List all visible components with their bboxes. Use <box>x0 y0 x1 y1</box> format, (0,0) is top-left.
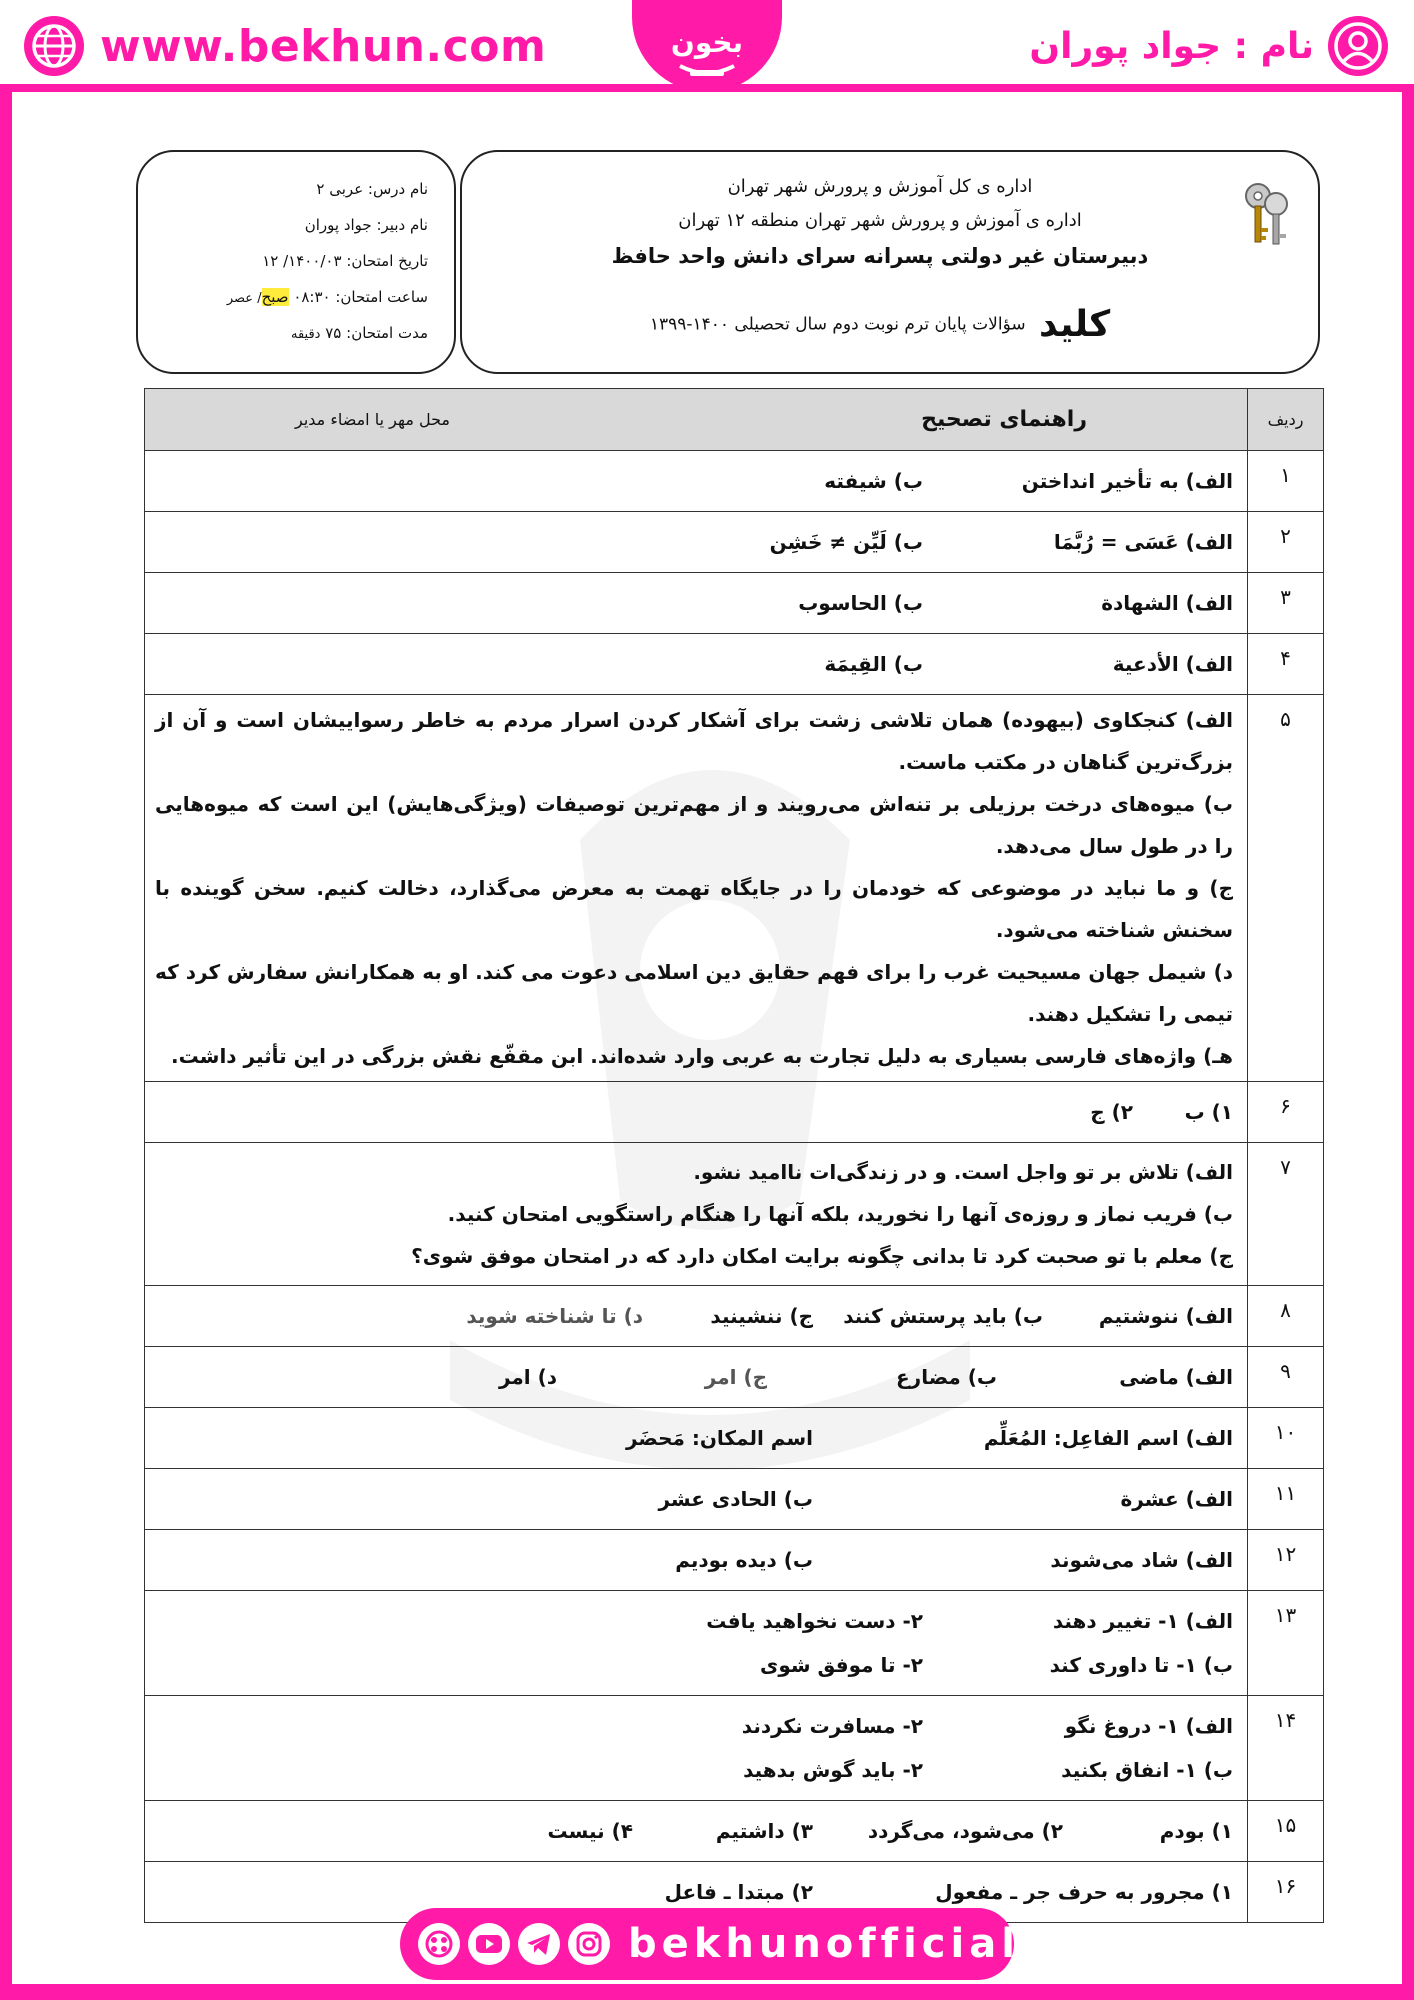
answer-a: الف) به تأخیر انداختن <box>1021 469 1233 493</box>
answer-b: ب) باید پرستش کنند <box>843 1304 1043 1328</box>
row-number: ۱۰ <box>1248 1408 1324 1469</box>
col-row-header: ردیف <box>1248 389 1324 451</box>
answer-b: ب) مضارع <box>896 1365 997 1389</box>
col-guide-header <box>145 389 1248 451</box>
table-row <box>145 1286 1324 1347</box>
answer-d: ۴) نیست <box>547 1819 633 1843</box>
answer-b: ب) دیده بودیم <box>675 1548 813 1572</box>
student-name-box <box>1029 14 1388 78</box>
answer-cell <box>145 695 1248 1082</box>
answer-a: الف) عَسَی = رُبَّمَا <box>1053 530 1233 554</box>
keys-icon <box>1238 178 1294 248</box>
answer-a: الف) ماضی <box>1119 1365 1233 1389</box>
answer-b2: ۲- باید گوش بدهید <box>743 1758 923 1782</box>
table-row <box>145 695 1324 1082</box>
social-handle[interactable]: bekhunofficial <box>628 1921 1020 1967</box>
table-header-row <box>145 389 1324 451</box>
student-name: نام : جواد پوران <box>1029 25 1314 67</box>
answer-b: ب) میوه‌های درخت برزیلی بر تنه‌اش می‌رویند و از مهم‌ترین توصیفات (ویژگی‌هایش) این است که میوه‌هایی را در طول سال می‌دهد. <box>155 792 1233 858</box>
website-url[interactable]: www.bekhun.com <box>100 20 547 72</box>
answer-cell <box>145 1347 1248 1408</box>
teacher-name: نام دبیر: جواد پوران <box>304 216 428 234</box>
exam-time-label: ساعت امتحان: ۰۸:۳۰ <box>293 288 428 306</box>
answer-a: الف) شاد می‌شوند <box>1050 1548 1233 1572</box>
table-row <box>145 573 1324 634</box>
row-number: ۱۳ <box>1248 1591 1324 1696</box>
exam-title: سؤالات پایان ترم نوبت دوم سال تحصیلی ۱۴۰۰-۱۳۹۹ <box>649 314 1026 335</box>
row-number: ۳ <box>1248 573 1324 634</box>
answer-a: ۱) مجرور به حرف جر ـ مفعول <box>935 1880 1233 1904</box>
answer-a2: ۲- مسافرت نکردند <box>741 1714 923 1738</box>
table-row <box>145 1469 1324 1530</box>
key-label: کلید <box>1039 304 1111 345</box>
answer-b1: ب) ۱- تا داوری کند <box>1049 1653 1233 1677</box>
answer-b: ب) الحادی عشر <box>658 1487 813 1511</box>
table-row <box>145 1082 1324 1143</box>
answer-b: ۲) مبتدا ـ فاعل <box>664 1880 813 1904</box>
row-number: ۱۵ <box>1248 1801 1324 1862</box>
answer-c: ج) معلم با تو صحبت کرد تا بدانی چگونه برایت امکان دارد که در امتحان موفق شوی؟ <box>411 1244 1233 1268</box>
answer-cell <box>145 634 1248 695</box>
answer-b: ب) القِیمَة <box>824 652 923 676</box>
answer-a: ۱) بودم <box>1159 1819 1233 1843</box>
table-row <box>145 1143 1324 1286</box>
exam-time <box>227 288 428 306</box>
time-morning: صبح <box>261 288 289 306</box>
row-number: ۱۶ <box>1248 1862 1324 1923</box>
answer-a: الف) اسم الفاعِل: المُعَلِّم <box>983 1426 1233 1450</box>
social-bar[interactable] <box>400 1908 1020 1980</box>
exam-date: تاریخ امتحان: ۱۴۰۰/۰۳/ ۱۲ <box>262 252 428 270</box>
table-row <box>145 1801 1324 1862</box>
answer-cell <box>145 512 1248 573</box>
answer-cell <box>145 451 1248 512</box>
globe-icon <box>24 16 84 76</box>
answer-cell <box>145 1143 1248 1286</box>
table-row <box>145 1347 1324 1408</box>
answer-cell <box>145 1082 1248 1143</box>
aparat-icon[interactable] <box>418 1923 460 1965</box>
website-link[interactable] <box>24 14 546 78</box>
answer-c: ج) و ما نباید در موضوعی که خودمان را در جایگاه تهمت به معرض می‌گذارد، دخالت کنیم. سخن گوینده با سخنش شناخته می‌شود. <box>155 876 1233 942</box>
answer-a: الف) الشهادة <box>1101 591 1233 615</box>
row-number: ۸ <box>1248 1286 1324 1347</box>
answer-cell <box>145 1801 1248 1862</box>
brand-logo <box>632 0 782 92</box>
duration-label: مدت امتحان: <box>346 324 428 342</box>
answer-c: ج) ننشینید <box>710 1304 813 1328</box>
answer-key-table <box>144 388 1324 1923</box>
row-number: ۱۲ <box>1248 1530 1324 1591</box>
duration-unit: دقیقه <box>290 327 321 342</box>
org-line-2: اداره ی آموزش و پرورش شهر تهران منطقه ۱۲ تهران <box>678 210 1082 231</box>
user-icon <box>1328 16 1388 76</box>
answer-a2: ۲- دست نخواهید یافت <box>706 1609 923 1633</box>
col-guide-label: راهنمای تصحیح <box>921 407 1087 432</box>
exam-title-line <box>582 304 1178 345</box>
youtube-icon[interactable] <box>468 1923 510 1965</box>
answer-b: ب) لَیِّن ≠ خَشِن <box>769 530 923 554</box>
answer-b: ۲) ج <box>1090 1100 1133 1124</box>
row-number: ۱ <box>1248 451 1324 512</box>
answer-a: الف) عشرة <box>1120 1487 1233 1511</box>
row-number: ۴ <box>1248 634 1324 695</box>
subject-name: نام درس: عربی ۲ <box>316 180 428 198</box>
row-number: ۲ <box>1248 512 1324 573</box>
school-name: دبیرستان غیر دولتی پسرانه سرای دانش واحد حافظ <box>611 244 1149 268</box>
table-row <box>145 634 1324 695</box>
row-number: ۹ <box>1248 1347 1324 1408</box>
table-row <box>145 1408 1324 1469</box>
answer-b: ب) الحاسوب <box>798 591 923 615</box>
answer-cell <box>145 1469 1248 1530</box>
answer-cell <box>145 1408 1248 1469</box>
answer-cell <box>145 573 1248 634</box>
table-row <box>145 512 1324 573</box>
table-row <box>145 451 1324 512</box>
answer-a: الف) کنجکاوی (بیهوده) همان تلاشی زشت برای آشکار کردن اسرار مردم به خاطر رسواییشان است و آن از بزرگ‌ترین گناهان در مکتب ماست. <box>155 708 1233 774</box>
answer-a1: الف) ۱- دروغ نگو <box>1064 1714 1233 1738</box>
answer-d: د) امر <box>498 1365 557 1389</box>
bottom-border <box>0 1984 1414 2000</box>
answer-e: هـ) واژه‌های فارسی بسیاری به دلیل تجارت به عربی وارد شده‌اند. ابن مقفّع نقش بزرگی در این تأثیر داشت. <box>171 1044 1233 1068</box>
table-row <box>145 1591 1324 1696</box>
answer-c: ج) امر <box>704 1365 767 1389</box>
answer-a: الف) الأدعیة <box>1112 652 1233 676</box>
telegram-icon[interactable] <box>518 1923 560 1965</box>
answer-b: ب) فریب نماز و روزه‌ی آنها را نخورید، بلکه آنها را هنگام راستگویی امتحان کنید. <box>447 1202 1233 1226</box>
answer-d: د) شیمل جهان مسیحیت غرب را برای فهم حقایق دین اسلامی دعوت می کند. او به همکارانش سفارش کرد که تیمی را تشکیل دهند. <box>155 960 1233 1026</box>
org-line-1: اداره ی کل آموزش و پرورش شهر تهران <box>727 176 1033 197</box>
row-number: ۱۴ <box>1248 1696 1324 1801</box>
row-number: ۱۱ <box>1248 1469 1324 1530</box>
answer-b: ۲) می‌شود، می‌گردد <box>867 1819 1063 1843</box>
answer-cell <box>145 1286 1248 1347</box>
answer-b: اسم المکان: مَحضَر <box>625 1426 813 1450</box>
answer-b2: ۲- تا موفق شوی <box>759 1653 923 1677</box>
answer-cell <box>145 1591 1248 1696</box>
table-row <box>145 1696 1324 1801</box>
answer-c: ۳) داشتیم <box>715 1819 813 1843</box>
answer-a: ۱) ب <box>1184 1100 1233 1124</box>
exam-info-box <box>136 150 456 374</box>
logo-text: بخون <box>670 26 744 59</box>
answer-cell <box>145 1696 1248 1801</box>
row-number: ۷ <box>1248 1143 1324 1286</box>
answer-a: الف) تلاش بر تو واجل است. و در زندگی‌ات ناامید نشو. <box>693 1160 1233 1184</box>
answer-cell <box>145 1530 1248 1591</box>
time-evening: / عصر <box>226 291 262 306</box>
row-number: ۶ <box>1248 1082 1324 1143</box>
answer-a1: الف) ۱- تغییر دهند <box>1052 1609 1233 1633</box>
col-seal-label: محل مهر یا امضاء مدیر <box>295 410 450 429</box>
answer-d: د) تا شناخته شوید <box>466 1304 643 1328</box>
exam-duration <box>291 324 428 342</box>
row-number: ۵ <box>1248 695 1324 1082</box>
table-row <box>145 1530 1324 1591</box>
school-header-box <box>460 150 1320 374</box>
answer-b: ب) شیفته <box>824 469 923 493</box>
answer-a: الف) ننوشتیم <box>1098 1304 1233 1328</box>
duration-value: ۷۵ <box>325 324 342 342</box>
answer-b1: ب) ۱- انفاق بکنید <box>1061 1758 1233 1782</box>
instagram-icon[interactable] <box>568 1923 610 1965</box>
